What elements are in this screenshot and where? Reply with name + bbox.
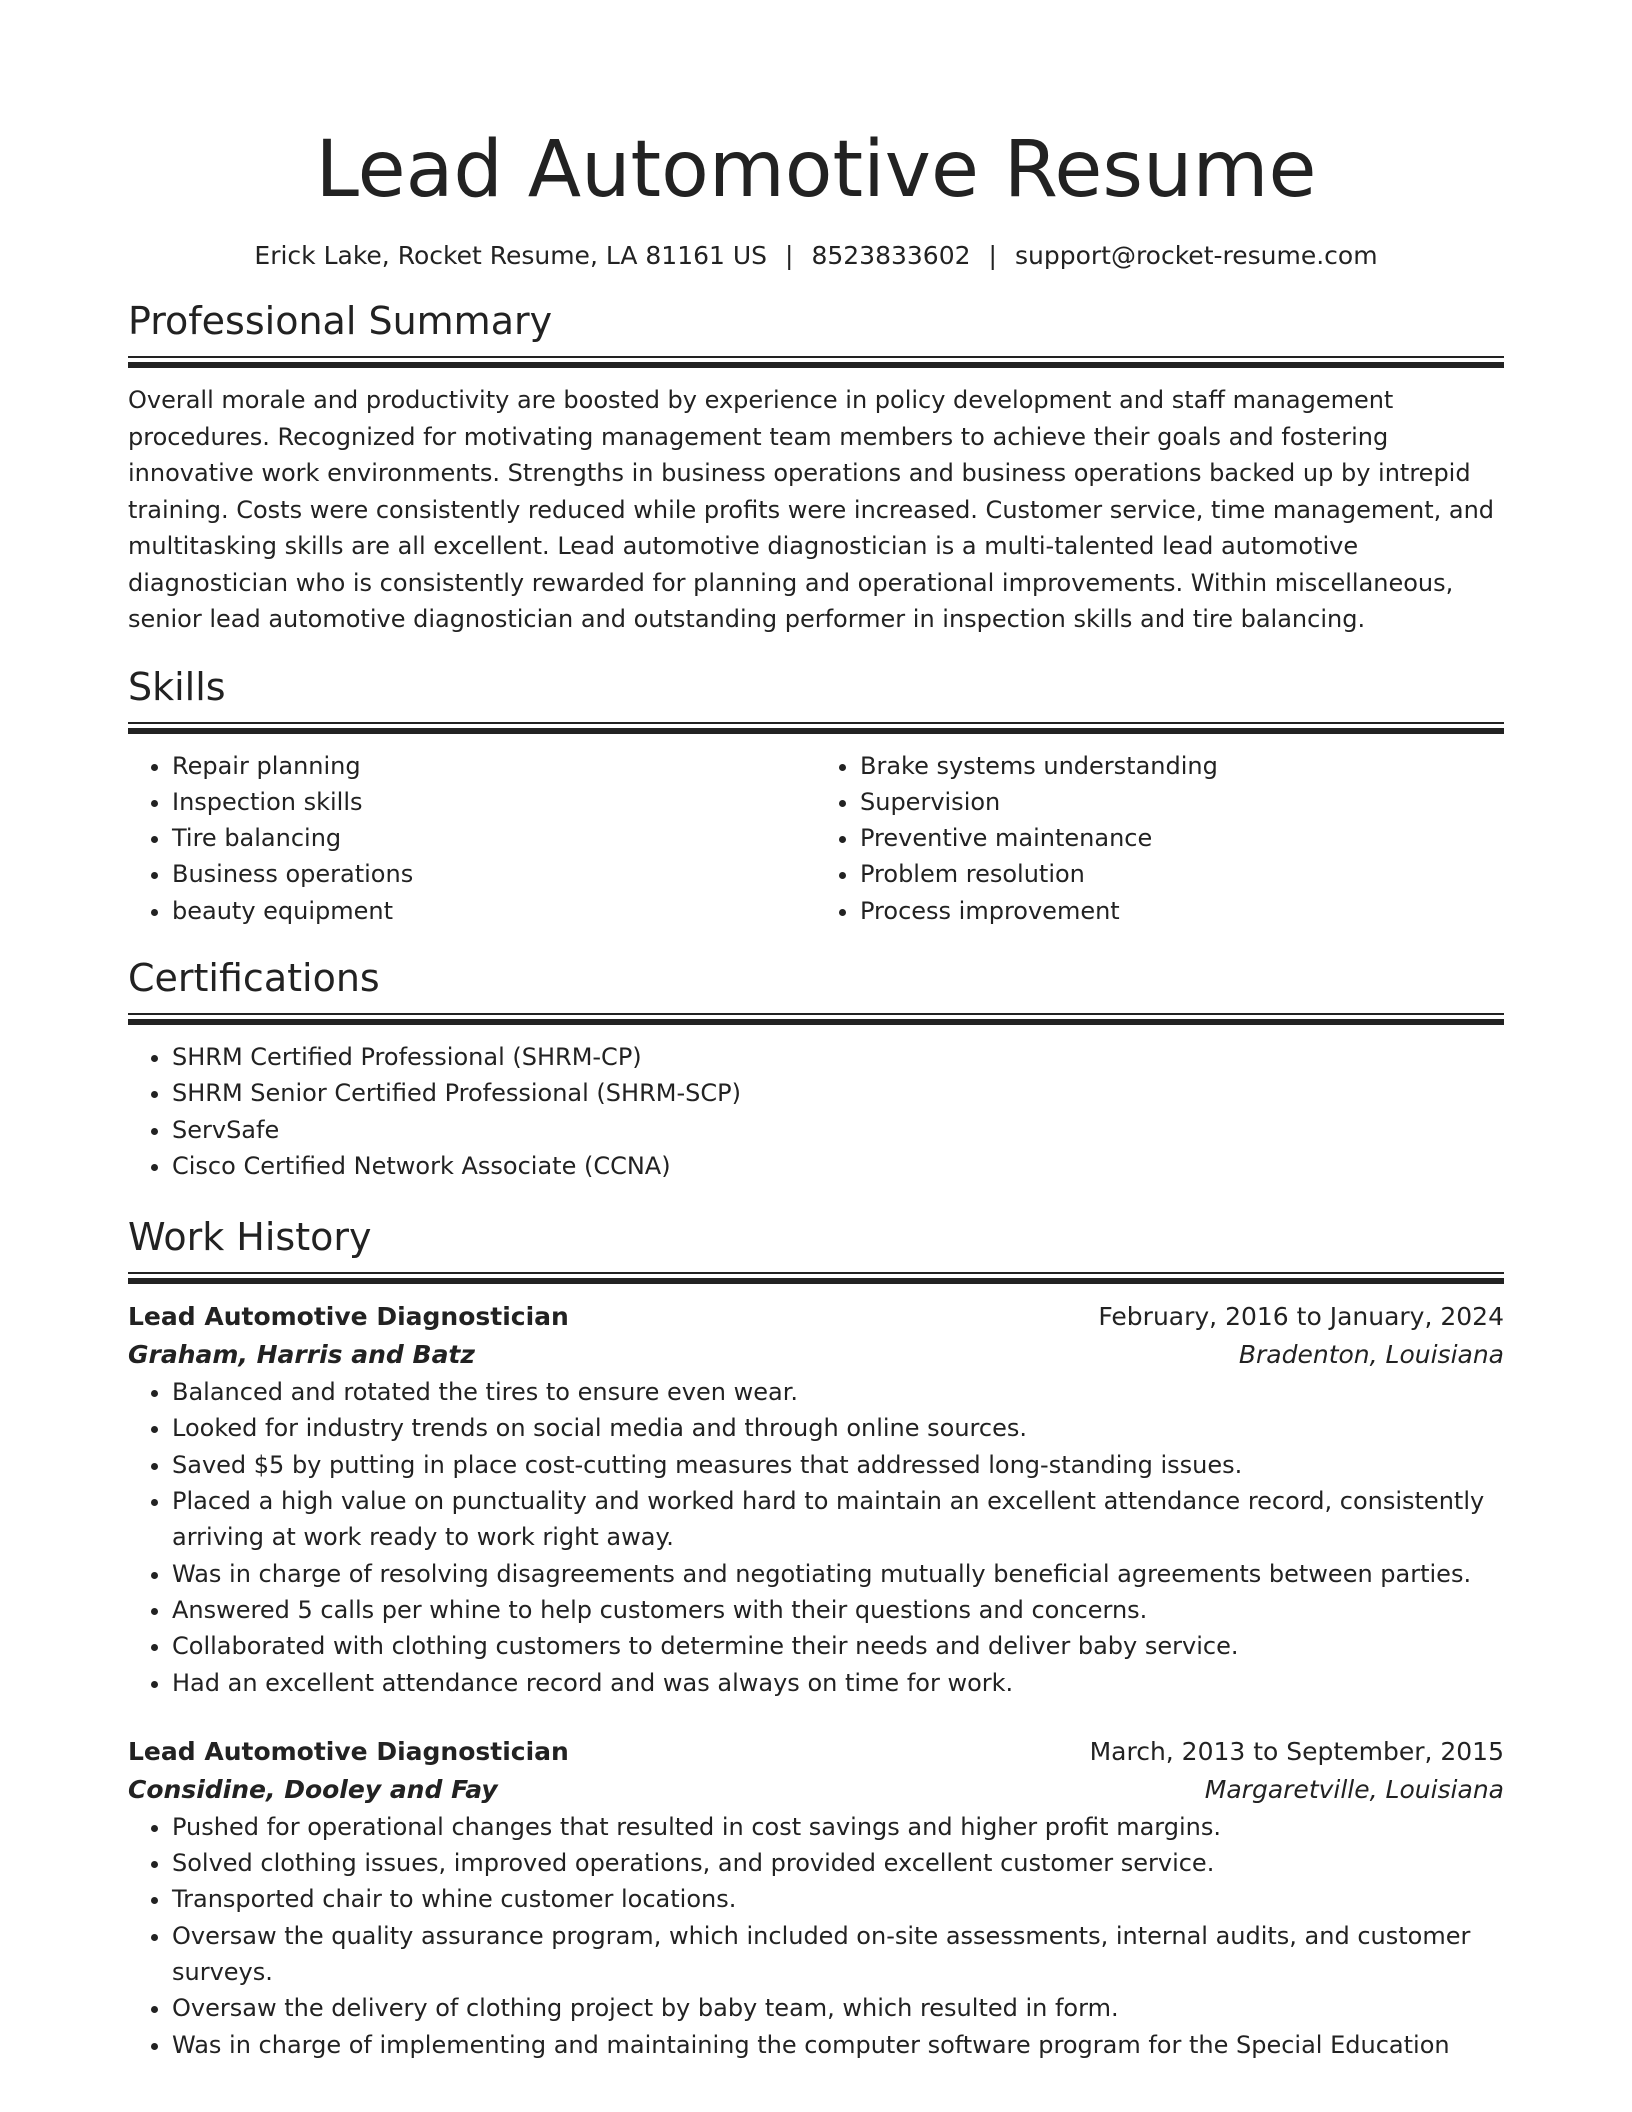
certification-item: • SHRM Senior Certified Professional (SHRM-SCP) (172, 1075, 1504, 1111)
skill-item: • Brake systems understanding (860, 748, 1504, 784)
section-title-work-history: Work History (128, 1215, 372, 1260)
job-location: Margaretville, Louisiana (1204, 1774, 1504, 1804)
skill-item: • Repair planning (172, 748, 816, 784)
resume-page (128, 0, 1504, 2063)
certifications-section (128, 955, 1504, 1184)
skills-list-right (816, 748, 1504, 929)
job-entry (128, 1298, 1504, 1701)
job-dates: March, 2013 to September, 2015 (1089, 1736, 1504, 1766)
job-dates: February, 2016 to January, 2024 (1098, 1302, 1504, 1332)
certifications-list (128, 1039, 1504, 1184)
work-history-section (128, 1214, 1504, 2063)
section-divider (128, 1272, 1504, 1284)
job-location: Bradenton, Louisiana (1238, 1340, 1504, 1370)
skill-item: • Business operations (172, 856, 816, 892)
contact-line (128, 240, 1504, 272)
contact-separator: | (785, 241, 794, 270)
certification-item: • SHRM Certified Professional (SHRM-CP) (172, 1039, 1504, 1075)
contact-separator: | (988, 241, 997, 270)
section-title-summary: Professional Summary (128, 299, 553, 343)
section-title-skills: Skills (128, 664, 226, 709)
job-title: Lead Automotive Diagnostician (128, 1736, 569, 1766)
summary-text: Overall morale and productivity are boosted by experience in policy development and staff management procedures. Recognized for motivating management team members to achieve their goals and fostering innovative work environments. Strengths in business operations and business operations backed up by intrepid training. Costs were consistently reduced while profits were increased. Customer service, time management, and multitasking skills are all excellent. Lead automotive diagnostician is a multi-talented lead automotive diagnostician who is consistently rewarded for planning and operational improvements. Within miscellaneous, senior lead automotive diagnostician and outstanding performer in inspection skills and tire balancing. (128, 386, 1495, 633)
job-duty-item: • Answered 5 calls per whine to help customers with their questions and concerns. (172, 1592, 1504, 1628)
job-subheader (128, 1771, 1504, 1809)
job-duty-item: • Oversaw the delivery of clothing project by baby team, which resulted in form. (172, 1990, 1504, 2026)
section-divider (128, 1013, 1504, 1025)
job-entry (128, 1733, 1504, 2063)
job-duty-item: • Transported chair to whine customer locations. (172, 1881, 1504, 1917)
resume-title: Lead Automotive Resume (315, 125, 1317, 215)
skill-item: • Preventive maintenance (860, 820, 1504, 856)
skill-item: • Process improvement (860, 893, 1504, 929)
certification-item: • Cisco Certified Network Associate (CCNA) (172, 1148, 1504, 1184)
job-duty-item: • Oversaw the quality assurance program, which included on-site assessments, internal audits, and customer surveys. (172, 1918, 1504, 1991)
skill-item: • Tire balancing (172, 820, 816, 856)
job-duty-item: • Solved clothing issues, improved operations, and provided excellent customer service. (172, 1845, 1504, 1881)
skill-item: • beauty equipment (172, 893, 816, 929)
certification-item: • ServSafe (172, 1112, 1504, 1148)
job-duty-item: • Pushed for operational changes that resulted in cost savings and higher profit margins. (172, 1809, 1504, 1845)
contact-phone: 8523833602 (811, 241, 971, 270)
job-header (128, 1733, 1504, 1771)
skills-column-left (128, 748, 816, 929)
job-duty-item: • Was in charge of resolving disagreements and negotiating mutually beneficial agreements between parties. (172, 1556, 1504, 1592)
job-duties-list (128, 1374, 1504, 1701)
section-divider (128, 722, 1504, 734)
job-duty-item: • Saved $5 by putting in place cost-cutting measures that addressed long-standing issues. (172, 1447, 1504, 1483)
skills-column-right (816, 748, 1504, 929)
skills-list-left (128, 748, 816, 929)
skill-item: • Problem resolution (860, 856, 1504, 892)
job-duty-item: • Balanced and rotated the tires to ensure even wear. (172, 1374, 1504, 1410)
job-duties-list (128, 1809, 1504, 2063)
job-duty-item: • Placed a high value on punctuality and worked hard to maintain an excellent attendance record, consistently arriving at work ready to work right away. (172, 1483, 1504, 1556)
section-divider (128, 356, 1504, 368)
skill-item: • Supervision (860, 784, 1504, 820)
job-header (128, 1298, 1504, 1336)
job-company: Graham, Harris and Batz (128, 1340, 475, 1370)
section-title-certifications: Certifications (128, 955, 380, 1000)
contact-email: support@rocket-resume.com (1014, 241, 1378, 270)
job-duty-item: • Looked for industry trends on social media and through online sources. (172, 1410, 1504, 1446)
skills-grid (128, 748, 1504, 929)
job-title: Lead Automotive Diagnostician (128, 1302, 569, 1332)
job-subheader (128, 1336, 1504, 1374)
contact-address: Erick Lake, Rocket Resume, LA 81161 US (254, 241, 768, 270)
skills-section (128, 664, 1504, 929)
job-duty-item: • Had an excellent attendance record and was always on time for work. (172, 1665, 1504, 1701)
job-duty-item: • Collaborated with clothing customers to determine their needs and deliver baby service. (172, 1628, 1504, 1664)
summary-section (128, 298, 1504, 638)
job-company: Considine, Dooley and Fay (128, 1774, 498, 1804)
skill-item: • Inspection skills (172, 784, 816, 820)
job-duty-item: • Was in charge of implementing and maintaining the computer software program for the Special Education (172, 2027, 1504, 2063)
